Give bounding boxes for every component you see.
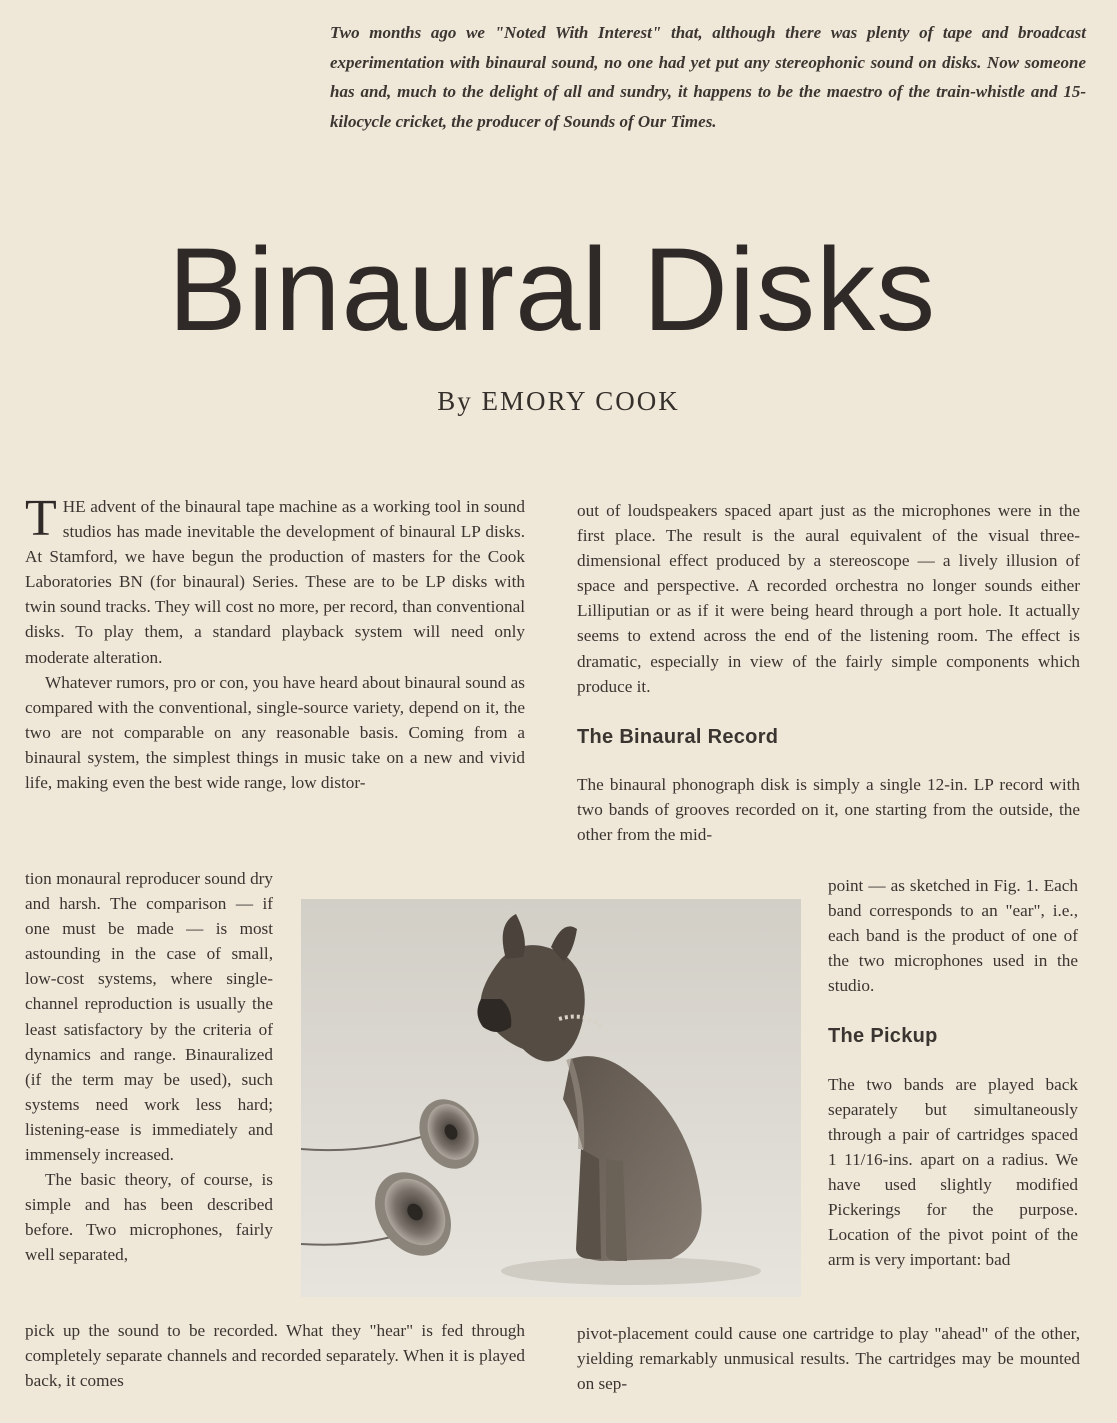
speaker-lower [359,1158,466,1271]
paragraph-1: THE advent of the binaural tape machine as a working tool in sound studios has made inevitable the development of binaural LP disks. At Stamford, we have begun the production of masters for the Cook Laboratories BN (for binaural) Series. These are to be LP disks with twin sound tracks. They will cost no more, per record, than conventional disks. To play them, a standard playback system will need only moderate alteration. [25,490,525,667]
boxer-dog [477,914,701,1261]
heading-binaural-record: The Binaural Record [577,725,779,748]
column-left-bottom [25,1318,525,1393]
paragraph-2-continued: tion monaural reproducer sound dry and harsh. The comparison — if one must be made — is most astounding in the case of small, low-cost systems, where single-channel reproduction is usually the least satisfactory by the criteria of dynamics and range. Binauralized (if the term may be used), such systems need work less hard; listening-ease is immediately and immensely increased. [25,869,273,1165]
column-left-top [25,490,525,795]
drop-cap: T [25,490,57,547]
paragraph-2: Whatever rumors, pro or con, you have heard about binaural sound as compared with the conventional, single-source variety, depend on it, the two are not comparable on any reasonable basis. Coming from a binaural system, the simplest things in music take on a new and vivid life, making even the best wide range, low distor- [25,672,525,793]
intro-text: Two months ago we "Noted With Interest" that, although there was plenty of tape and broadcast experimentation with binaural sound, no one had yet put any stereophonic sound on disks. Now someone has and, much to the delight of all and sundry, it happens to be the maestro of the train-whistle and 15-kilocycle cricket, the producer of Sounds of Our Times. [330,23,1086,131]
paragraph-3: The basic theory, of course, is simple and has been described before. Two microphones, fairly well separated, [25,1170,273,1265]
heading-pickup: The Pickup [828,1025,938,1048]
paragraph-5-continued: pivot-placement could cause one cartridge to play "ahead" of the other, yielding remarkably unmusical results. The cartridges may be mounted on sep- [577,1324,1080,1394]
speaker-upper [408,1090,489,1179]
dog-and-speakers-photo [301,899,801,1297]
column-right-bottom [577,1321,1080,1396]
column-right-top [577,498,1080,847]
column-right-narrow [828,873,1078,1272]
paragraph-5: The two bands are played back separately but simultaneously through a pair of cartridges spaced 1 11/16-ins. apart on a radius. We have used slightly modified Pickerings for the purpose. Location of the pivot point of the arm is very important: bad [828,1074,1078,1270]
paragraph-4-continued: point — as sketched in Fig. 1. Each band corresponds to an "ear", i.e., each band is the product of one of the two microphones used in the studio. [828,876,1078,996]
byline: By EMORY COOK [437,386,680,416]
intro-blurb [330,18,1086,136]
photo-illustration [301,899,801,1297]
paragraph-3-continued: pick up the sound to be recorded. What they "hear" is fed through completely separate channels and recorded separately. When it is played back, it comes [25,1321,525,1391]
column-left-narrow [25,866,273,1268]
paragraph-3-end: out of loudspeakers spaced apart just as the microphones were in the first place. The result is the aural equivalent of the visual three-dimensional effect produced by a stereoscope — a lively illusion of space and perspective. A recorded orchestra no longer sounds either Lilliputian or as if it were being heard through a port hole. It actually seems to extend across the end of the listening room. The effect is dramatic, especially in view of the fairly simple components which produce it. [577,501,1080,696]
article-title: Binaural Disks [168,224,937,356]
paragraph-4: The binaural phonograph disk is simply a single 12-in. LP record with two bands of grooves recorded on it, one starting from the outside, the other from the mid- [577,774,1080,845]
